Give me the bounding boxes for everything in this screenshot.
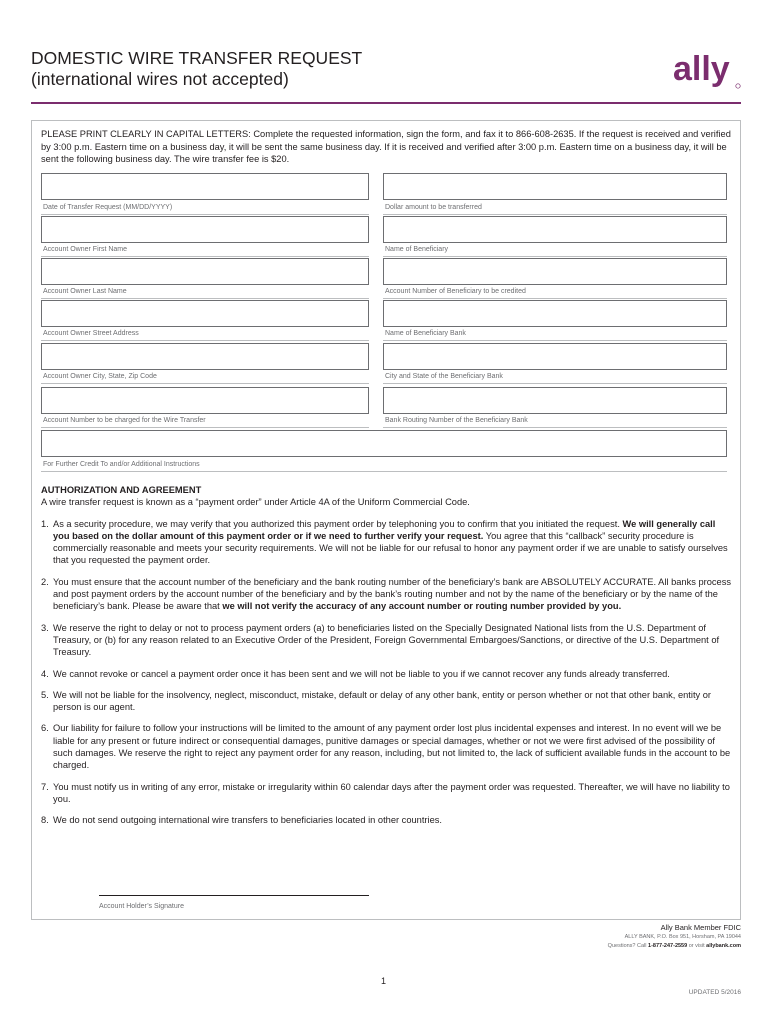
separator — [383, 214, 727, 215]
beneficiary-name-field[interactable] — [383, 216, 727, 243]
charged-account-label: Account Number to be charged for the Wire Transfer — [43, 417, 206, 424]
bank-address: ALLY BANK, P.O. Box 951, Horsham, PA 19044 — [624, 934, 741, 940]
item-text — [53, 622, 733, 659]
item-text — [53, 668, 733, 680]
item-number: 6. — [41, 723, 49, 734]
authorization-item — [41, 814, 733, 826]
item-text-pre: We will not be liable for the insolvency, neglect, misconduct, mistake, default or delay of any other bank, entity or person whether or not that other bank, entity or person is our agent. — [53, 689, 712, 713]
contact-mid: or visit — [687, 943, 707, 949]
fdic-notice: Ally Bank Member FDIC — [660, 923, 741, 932]
beneficiary-bank-city-state-label: City and State of the Beneficiary Bank — [385, 373, 503, 380]
item-text — [53, 722, 733, 771]
item-text-pre: You must ensure that the account number of the beneficiary and the bank routing number of the beneficiary’s bank are ABSOLUTELY ACCURATE. All banks process and post payment orders by the account number of the beneficiary and by the bank’s routing number and not by the name of the beneficiary or by the name of the beneficiary’s bank. Please be aware that — [53, 576, 732, 612]
additional-instructions-label: For Further Credit To and/or Additional Instructions — [43, 461, 200, 468]
beneficiary-name-label: Name of Beneficiary — [385, 246, 449, 253]
contact-line — [608, 943, 741, 949]
beneficiary-bank-name-field[interactable] — [383, 300, 727, 327]
beneficiary-account-label: Account Number of Beneficiary to be credited — [385, 288, 526, 295]
routing-number-field[interactable] — [383, 387, 727, 414]
signature-label: Account Holder’s Signature — [99, 903, 184, 910]
owner-last-name-label: Account Owner Last Name — [43, 288, 127, 295]
authorization-list — [41, 518, 733, 827]
form-title — [31, 48, 751, 90]
authorization-item — [41, 622, 733, 659]
authorization-item — [41, 518, 733, 567]
item-text-pre: You must notify us in writing of any error, mistake or irregularity within 60 calendar days after the payment order was requested. Thereafter, we will have no liability to you. — [53, 781, 730, 804]
charged-account-field[interactable] — [41, 387, 369, 414]
owner-first-name-label: Account Owner First Name — [43, 246, 128, 253]
item-text-pre: Our liability for failure to follow your instructions will be limited to the amount of any payment order lost plus incidental expenses and interest. In no event will we be liable for any present or future indirect or consequential damages, punitive damages or special damages, whether or not we were first advised of the possibility of such damages. We reserve the right to reject any payment order for any reason, including, but not limited to, the lack of sufficient available funds in the account to be charged. — [53, 723, 731, 771]
dollar-amount-field[interactable] — [383, 173, 727, 200]
form-title-line2: (international wires not accepted) — [31, 69, 289, 89]
item-text-post: You agree that this “callback” security procedure is commercially reasonable and meets your security requirements. We will not be liable for our refusal to honor any payment order if we are unable to satisfy ourselves that you requested the payment order. — [53, 530, 728, 566]
item-number: 4. — [41, 668, 49, 679]
owner-last-name-field[interactable] — [41, 258, 369, 285]
authorization-item — [41, 722, 733, 771]
form-title-line1: DOMESTIC WIRE TRANSFER REQUEST — [31, 48, 363, 68]
separator — [41, 214, 369, 215]
authorization-item — [41, 689, 733, 714]
separator — [41, 340, 369, 341]
item-number: 8. — [41, 815, 49, 826]
routing-number-label: Bank Routing Number of the Beneficiary Bank — [385, 417, 528, 424]
ally-logo-text: ally — [673, 52, 730, 88]
authorization-item — [41, 781, 733, 806]
beneficiary-bank-name-label: Name of Beneficiary Bank — [385, 330, 466, 337]
contact-prefix: Questions? Call — [607, 943, 649, 949]
header-rule — [31, 102, 741, 104]
instructions-text: PLEASE PRINT CLEARLY IN CAPITAL LETTERS: Complete the requested information, sign the form, and fax it to 866-608-2635. If the request is received and verified by 3:00 p.m. Eastern time on a business day, it will be sent the same business day. If it is received and verified after 3:00 p.m. Eastern time on a business day, it will be sent the following business day. The wire transfer fee is $20. — [41, 129, 731, 165]
form-header — [31, 48, 751, 104]
item-text-bold: we will not verify the accuracy of any account number or routing number provided by you. — [222, 601, 622, 612]
item-text — [53, 781, 733, 806]
authorization-item — [41, 668, 733, 680]
authorization-section — [41, 484, 733, 836]
item-text-pre: We do not send outgoing international wire transfers to beneficiaries located in other countries. — [53, 815, 442, 826]
separator — [41, 298, 369, 299]
item-text-pre: We cannot revoke or cancel a payment order once it has been sent and we will not be liable to you if we cannot recover any funds already transferred. — [53, 668, 670, 679]
transfer-date-field[interactable] — [41, 173, 369, 200]
separator — [383, 340, 727, 341]
authorization-item — [41, 576, 733, 613]
separator — [383, 256, 727, 257]
beneficiary-bank-city-state-field[interactable] — [383, 343, 727, 370]
item-number: 3. — [41, 622, 49, 633]
item-number: 5. — [41, 689, 49, 700]
separator — [41, 471, 727, 472]
authorization-title: AUTHORIZATION AND AGREEMENT — [41, 485, 202, 495]
item-number: 1. — [41, 518, 49, 529]
item-number: 2. — [41, 576, 49, 587]
item-text — [53, 518, 733, 567]
item-text-pre: We reserve the right to delay or not to process payment orders (a) to beneficiaries listed on the Specially Designated National lists from the U.S. Department of Treasury, or (b) for any reason related to an Executive Order of the President, Foreign Governmental Embargoes/Sanctions, or directive of the U.S. Department of Treasury. — [53, 622, 720, 658]
updated-date: UPDATED 5/2016 — [688, 989, 741, 996]
beneficiary-account-field[interactable] — [383, 258, 727, 285]
owner-city-state-zip-field[interactable] — [41, 343, 369, 370]
separator — [41, 256, 369, 257]
transfer-date-label: Date of Transfer Request (MM/DD/YYYY) — [43, 204, 173, 211]
authorization-subtitle: A wire transfer request is known as a “payment order” under Article 4A of the Uniform Commercial Code. — [41, 497, 470, 508]
separator — [41, 383, 369, 384]
owner-street-label: Account Owner Street Address — [43, 330, 139, 337]
item-text — [53, 814, 733, 826]
item-text — [53, 689, 733, 714]
item-text-pre: As a security procedure, we may verify that you authorized this payment order by telephoning you to confirm that you initiated the request. — [53, 518, 623, 529]
owner-first-name-field[interactable] — [41, 216, 369, 243]
item-text-bold: We will generally call you based on the dollar amount of this payment order or if we need to further verify your request. — [53, 518, 716, 541]
page-number: 1 — [381, 976, 387, 986]
separator — [383, 383, 727, 384]
dollar-amount-label: Dollar amount to be transferred — [385, 204, 482, 211]
owner-city-state-zip-label: Account Owner City, State, Zip Code — [43, 373, 157, 380]
separator — [41, 427, 369, 428]
owner-street-field[interactable] — [41, 300, 369, 327]
item-text — [53, 576, 733, 613]
item-number: 7. — [41, 781, 49, 792]
ally-logo — [673, 52, 743, 97]
contact-phone: 1-877-247-2559 — [648, 943, 688, 949]
separator — [383, 427, 727, 428]
additional-instructions-field[interactable] — [41, 430, 727, 457]
contact-website: allybank.com — [706, 943, 741, 949]
separator — [383, 298, 727, 299]
signature-line[interactable] — [99, 895, 369, 896]
